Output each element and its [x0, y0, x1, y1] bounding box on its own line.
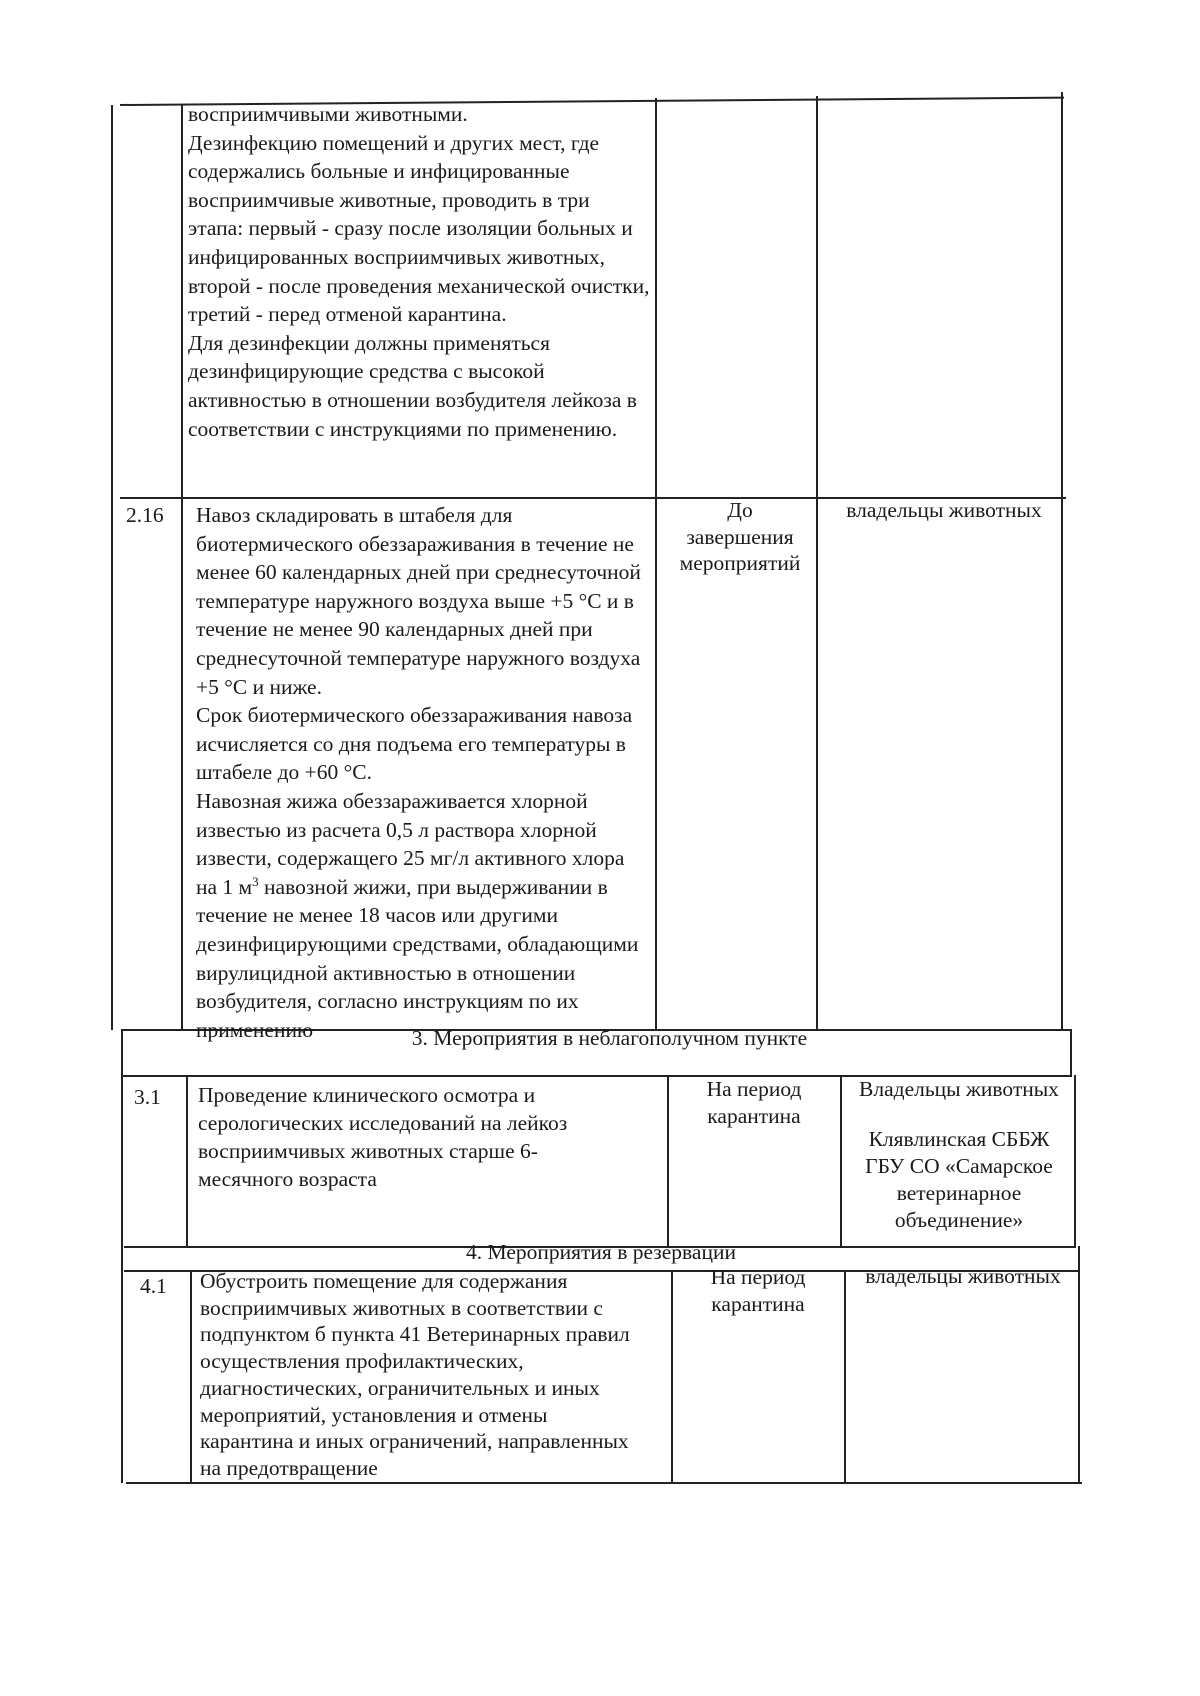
measure-text-part: Навоз складировать в штабеля для биотермического обеззараживания в течение не менее 60 календарных дней при среднесуточной температуре наружного воздуха выше +5 °С и в течение не менее 90 календарных дней при среднесуточной температуре наружного воздуха +5 °С и ниже. Срок биотермического обеззараживания навоза исчисляется со дня подъема его температуры в штабеле до +60 °С. Навозная жижа обеззараживается хлорной известью из расчета 0,5 л раствора хлорной извести, содержащего 25 мг/л активного хлора на 1 м [196, 503, 641, 899]
column-divider [844, 1270, 846, 1483]
responsible-text: Владельцы животных [859, 1077, 1059, 1101]
responsible-text: владельцы животных [846, 498, 1042, 522]
superscript: 3 [252, 873, 259, 889]
section-title: 3. Мероприятия в неблагополучном пункте [411, 1026, 808, 1050]
table-left-border [121, 1029, 123, 1483]
measure-text: Обустроить помещение для содержания восприимчивых животных в соответствии с подпунктом б пункта 41 Ветеринарных правил осуществления профилактических, диагностических, ограничительных и иных мероприятий, установления и отмены карантина и иных ограничений, направленных на предотвращение [200, 1269, 630, 1480]
measure-text: восприимчивыми животными. Дезинфекцию помещений и других мест, где содержались больные и инфицированные восприимчивые животные, проводить в три этапа: первый - сразу после изоляции больных и инфицированных восприимчивых животных, второй - после проведения механической очистки, третий - перед отменой карантина. Для дезинфекции должны применяться дезинфицирующие средства с высокой активностью в отношении возбудителя лейкоза в соответствии с инструкциями по применению. [188, 102, 650, 441]
column-divider [186, 1075, 188, 1247]
table-bottom-border [126, 1482, 1082, 1484]
column-divider [667, 1075, 669, 1247]
column-divider [655, 98, 657, 1030]
measure-text [196, 501, 648, 1044]
row-number: 4.1 [140, 1274, 167, 1298]
table-right-border [1074, 1075, 1076, 1247]
row-number: 2.16 [126, 503, 164, 527]
column-divider [671, 1270, 673, 1483]
responsible-text: Клявлинская СББЖ ГБУ СО «Самарское ветеринарное объединение» [865, 1127, 1053, 1232]
column-divider [181, 105, 183, 1030]
measure-text-part: навозной жижи, при выдерживании в течение не менее 18 часов или другими дезинфицирующими средствами, обладающими вирулицидной активностью в отношении возбудителя, согласно инструкциям по их применению [196, 874, 639, 1042]
row-number: 3.1 [134, 1085, 161, 1109]
column-divider [840, 1075, 842, 1247]
column-divider [190, 1270, 192, 1483]
table-right-border [1061, 92, 1063, 1030]
table-right-border [1078, 1246, 1080, 1483]
measure-text: Проведение клинического осмотра и серологических исследований на лейкоз восприимчивых животных старше 6-месячного возраста [198, 1083, 568, 1191]
table-left-border [111, 105, 113, 1030]
term-text: До завершения мероприятий [679, 498, 801, 575]
section-title: 4. Мероприятия в резервации [466, 1240, 736, 1264]
term-text: На период карантина [706, 1077, 802, 1128]
term-text: На период карантина [710, 1265, 806, 1316]
responsible-text: владельцы животных [865, 1264, 1061, 1288]
